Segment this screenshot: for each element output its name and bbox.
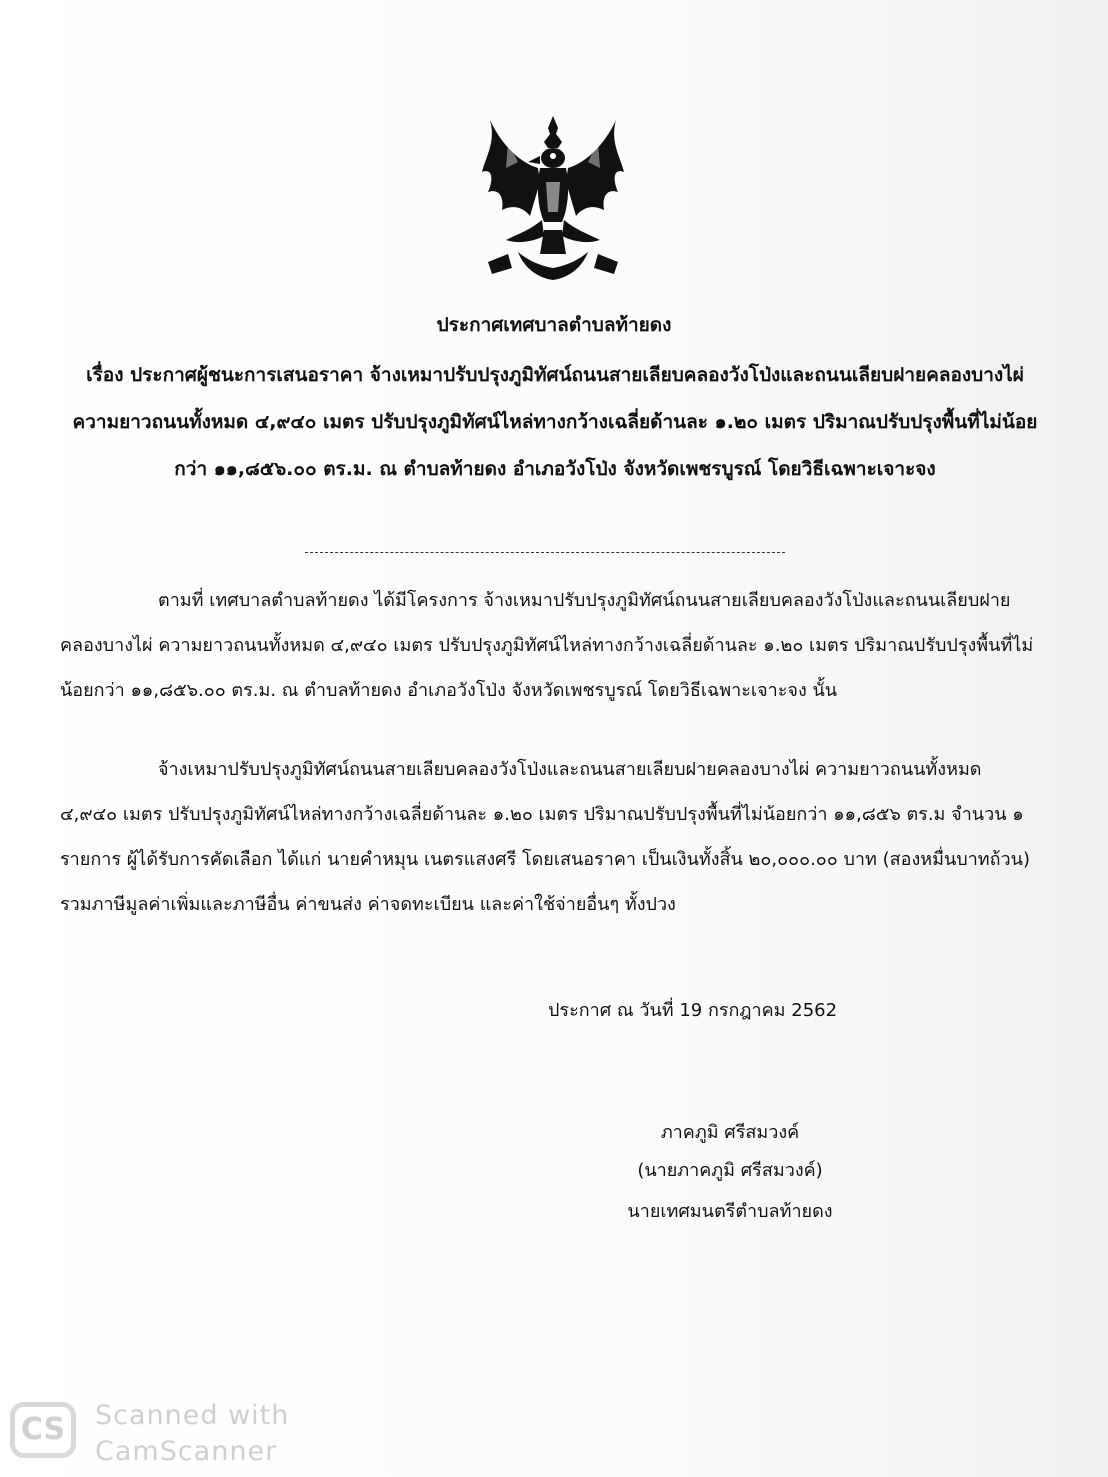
announcement-date: ประกาศ ณ วันที่ 19 กรกฎาคม 2562 bbox=[548, 1000, 838, 1021]
camscanner-logo-icon: CS bbox=[10, 1402, 76, 1458]
document-subject: เรื่อง ประกาศผู้ชนะการเสนอราคา จ้างเหมาปรับปรุงภูมิทัศน์ถนนสายเลียบคลองวังโป่งและถนนเลียบฝายคลองบางไผ่ ความยาวถนนทั้งหมด ๔,๙๔๐ เมตร ปรับปรุงภูมิทัศน์ไหล่ทางกว้างเฉลี่ยด้านละ ๑.๒๐ เมตร ปริมาณปรับปรุงพื้นที่ไม่น้อยกว่า ๑๑,๘๕๖.๐๐ ตร.ม. ณ ตำบลท้ายดง อำเภอวังโป่ง จังหวัดเพชรบูรณ์ โดยวิธีเฉพาะเจาะจง bbox=[72, 364, 1038, 480]
body-paragraph-2: จ้างเหมาปรับปรุงภูมิทัศน์ถนนสายเลียบคลองวังโป่งและถนนสายเลียบฝายคลองบางไผ่ ความยาวถนนทั้งหมด ๔,๙๔๐ เมตร ปรับปรุงภูมิทัศน์ไหล่ทางกว้างเฉลี่ยด้านละ ๑.๒๐ เมตร ปริมาณปรับปรุงพื้นที่ไม่น้อยกว่า ๑๑,๘๕๖ ตร.ม จำนวน ๑ รายการ ผู้ได้รับการคัดเลือก ได้แก่ นายคำหมุน เนตรแสงศรี โดยเสนอราคา เป็นเงินทั้งสิ้น ๒๐,๐๐๐.๐๐ บาท (สองหมื่นบาทถ้วน) รวมภาษีมูลค่าเพิ่มและภาษีอื่น ค่าขนส่ง ค่าจดทะเบียน และค่าใช้จ่ายอื่นๆ ทั้งปวง bbox=[60, 759, 1030, 915]
watermark-line-1: Scanned with bbox=[95, 1400, 290, 1431]
garuda-emblem-icon bbox=[478, 112, 628, 284]
body-paragraph-1: ตามที่ เทศบาลตำบลท้ายดง ได้มีโครงการ จ้างเหมาปรับปรุงภูมิทัศน์ถนนสายเลียบคลองวังโป่งและถนนเลียบฝายคลองบางไผ่ ความยาวถนนทั้งหมด ๔,๙๔๐ เมตร ปรับปรุงภูมิทัศน์ไหล่ทางกว้างเฉลี่ยด้านละ ๑.๒๐ เมตร ปริมาณปรับปรุงพื้นที่ไม่น้อยกว่า ๑๑,๘๕๖.๐๐ ตร.ม. ณ ตำบลท้ายดง อำเภอวังโป่ง จังหวัดเพชรบูรณ์ โดยวิธีเฉพาะเจาะจง นั้น bbox=[60, 590, 1034, 701]
watermark-line-2: CamScanner bbox=[95, 1436, 278, 1467]
divider-line bbox=[305, 552, 785, 553]
signature-name: ภาคภูมิ ศรีสมวงค์ bbox=[660, 1122, 800, 1143]
document-title: ประกาศเทศบาลตำบลท้ายดง bbox=[436, 314, 672, 336]
signature-position: นายเทศมนตรีตำบลท้ายดง bbox=[627, 1201, 833, 1222]
signature-full-name: (นายภาคภูมิ ศรีสมวงค์) bbox=[637, 1160, 823, 1181]
